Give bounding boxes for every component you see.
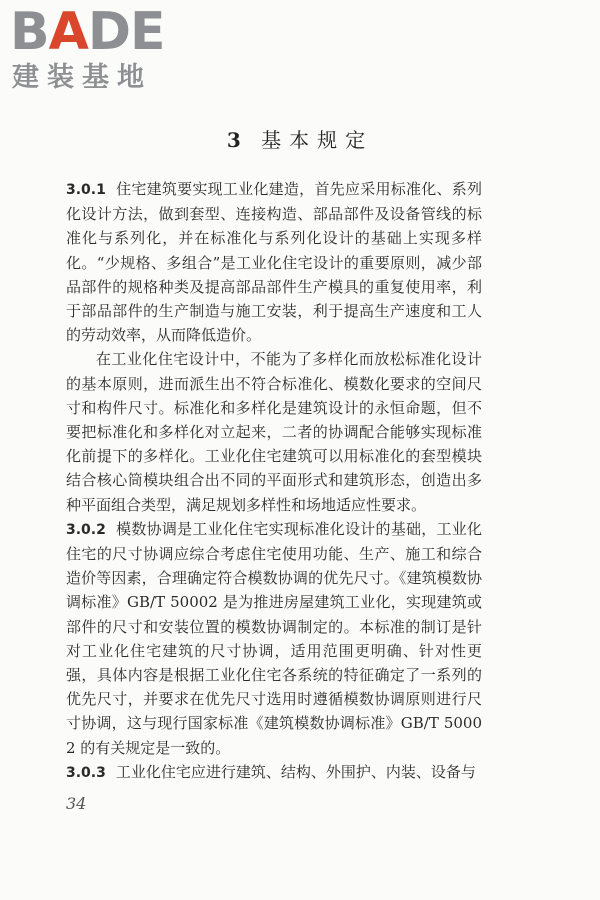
chapter-heading: 基本规定 — [261, 128, 374, 152]
clause-paragraph — [66, 517, 482, 760]
clause-text: 在工业化住宅设计中，不能为了多样化而放松标准化设计的基本原则，进而派生出不符合标准化、模数化要求的空间尺寸和构件尺寸。标准化和多样化是建筑设计的永恒命题，但不要把标准化和多样化对立起来，二者的协调配合能够实现标准化前提下的多样化。工业化住宅建筑可以用标准化的套型模块结合核心筒模块组合出不同的平面形式和建筑形态，创造出多种平面组合类型，满足规划多样性和场地适应性要求。 — [66, 350, 482, 514]
page-body — [66, 177, 482, 785]
bade-logo — [10, 4, 180, 96]
logo-letters-de: DE — [87, 2, 165, 62]
logo-wordmark — [10, 4, 165, 60]
clause-text: 模数协调是工业化住宅实现标准化设计的基础，工业化住宅的尺寸协调应综合考虑住宅使用功能、生产、施工和综合造价等因素，合理确定符合模数协调的优先尺寸。《建筑模数协调标准》GB/T 50002 是为推进房屋建筑工业化，实现建筑或部件的尺寸和安装位置的模数协调制定的。本标准的制订是针对工业化住宅建筑的尺寸协调，适用范围更明确、针对性更强，具体内容是根据工业化住宅各系统的特征确定了一系列的优先尺寸，并要求在优先尺寸选用时遵循模数协调原则进行尺寸协调，这与现行国家标准《建筑模数协调标准》GB/T 50002 的有关规定是一致的。 — [66, 519, 482, 757]
clause-paragraph — [66, 177, 482, 347]
logo-letter-a-accent: A — [48, 2, 88, 62]
clause-number: 3.0.3 — [66, 764, 106, 781]
chapter-number: 3 — [226, 128, 241, 152]
clause-paragraph — [66, 760, 482, 785]
clause-text: 工业化住宅应进行建筑、结构、外围护、内装、设备与 — [115, 762, 476, 781]
logo-subtitle: 建装基地 — [12, 62, 152, 93]
page-number: 34 — [66, 794, 87, 813]
clause-number: 3.0.1 — [66, 182, 106, 198]
clause-text: 住宅建筑要实现工业化建造，首先应采用标准化、系列化设计方法，做到套型、连接构造、部品部件及设备管线的标准化与系列化，并在标准化与系列化设计的基础上实现多样化。“少规格、多组合”是工业化住宅设计的重要原则，减少部品部件的规格种类及提高部品部件生产模具的重复使用率，利于部品部件的生产制造与施工安装，利于提高生产速度和工人的劳动效率，从而降低造价。 — [66, 180, 482, 345]
clause-paragraph — [66, 347, 482, 516]
logo-letter-b: B — [10, 2, 49, 62]
clause-number: 3.0.2 — [66, 521, 106, 538]
chapter-title — [0, 126, 600, 154]
